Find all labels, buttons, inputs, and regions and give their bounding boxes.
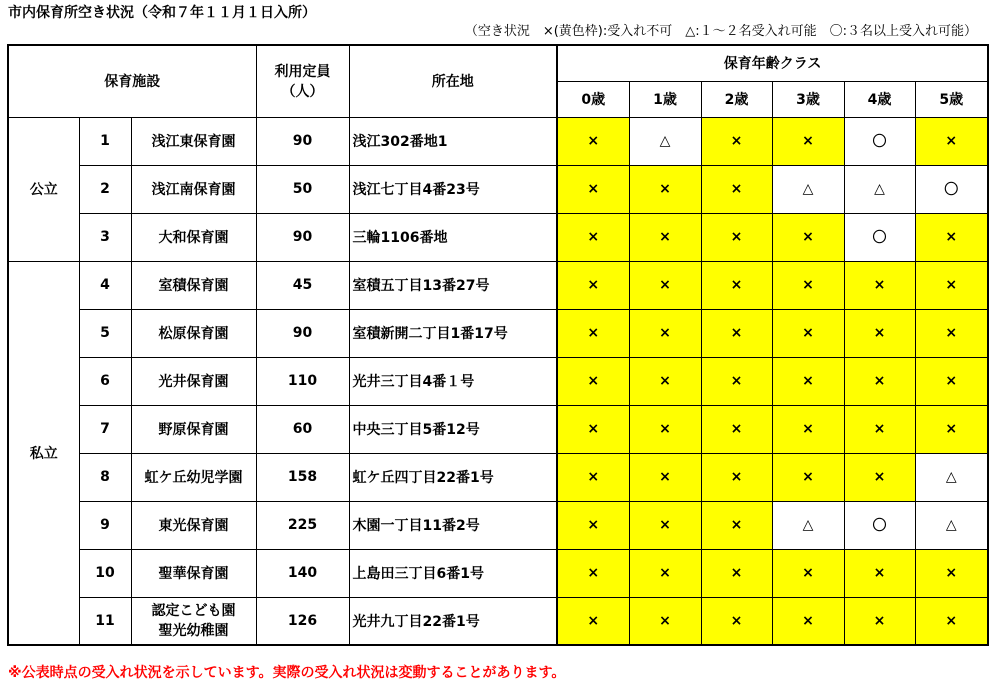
vacancy-cell-age-2: × — [701, 549, 772, 597]
vacancy-cell-age-4: × — [844, 405, 915, 453]
vacancy-cell-age-2: × — [701, 117, 772, 165]
facility-capacity: 45 — [256, 261, 349, 309]
facility-number: 4 — [79, 261, 131, 309]
header-age-1: 1歳 — [629, 81, 701, 117]
facility-number: 6 — [79, 357, 131, 405]
facility-name: 浅江南保育園 — [131, 165, 256, 213]
facility-name: 虹ケ丘幼児学園 — [131, 453, 256, 501]
vacancy-cell-age-0: × — [557, 501, 629, 549]
vacancy-cell-age-2: × — [701, 453, 772, 501]
facility-name: 東光保育園 — [131, 501, 256, 549]
facility-number: 1 — [79, 117, 131, 165]
vacancy-cell-age-4: 〇 — [844, 501, 915, 549]
facility-address: 光井九丁目22番1号 — [349, 597, 557, 645]
vacancy-cell-age-0: × — [557, 597, 629, 645]
header-age-0: 0歳 — [557, 81, 629, 117]
vacancy-cell-age-3: × — [772, 117, 844, 165]
vacancy-cell-age-1: × — [629, 261, 701, 309]
legend: （空き状況 ×(黄色枠):受入れ不可 △:１～２名受入れ可能 〇:３名以上受入れ可能） — [464, 24, 977, 39]
facility-number: 9 — [79, 501, 131, 549]
group-label-private: 私立 — [8, 261, 79, 645]
facility-name-line2: 聖光幼稚園 — [158, 622, 229, 639]
table-row — [8, 597, 988, 645]
vacancy-cell-age-3: × — [772, 357, 844, 405]
vacancy-cell-age-0: × — [557, 357, 629, 405]
header-age-5: 5歳 — [915, 81, 988, 117]
table-row — [8, 357, 988, 405]
vacancy-cell-age-3: × — [772, 405, 844, 453]
header-age-3: 3歳 — [772, 81, 844, 117]
vacancy-cell-age-0: × — [557, 405, 629, 453]
vacancy-cell-age-2: × — [701, 261, 772, 309]
vacancy-cell-age-1: × — [629, 501, 701, 549]
vacancy-cell-age-4: × — [844, 597, 915, 645]
vacancy-cell-age-5: × — [915, 117, 988, 165]
facility-number: 10 — [79, 549, 131, 597]
footnote: ※公表時点の受入れ状況を示しています。実際の受入れ状況は変動することがあります。 — [8, 665, 566, 681]
facility-number: 11 — [79, 597, 131, 645]
table-row — [8, 117, 988, 165]
vacancy-cell-age-5: × — [915, 549, 988, 597]
facility-address: 浅江七丁目4番23号 — [349, 165, 557, 213]
vacancy-cell-age-2: × — [701, 165, 772, 213]
facility-capacity: 225 — [256, 501, 349, 549]
vacancy-cell-age-3: × — [772, 309, 844, 357]
table-row — [8, 261, 988, 309]
vacancy-cell-age-2: × — [701, 597, 772, 645]
table-row — [8, 501, 988, 549]
vacancy-cell-age-4: × — [844, 357, 915, 405]
vacancy-table — [7, 44, 989, 646]
vacancy-cell-age-3: △ — [772, 501, 844, 549]
table-row — [8, 165, 988, 213]
facility-address: 三輪1106番地 — [349, 213, 557, 261]
vacancy-cell-age-4: × — [844, 453, 915, 501]
facility-capacity: 50 — [256, 165, 349, 213]
vacancy-cell-age-4: 〇 — [844, 213, 915, 261]
table-row — [8, 213, 988, 261]
vacancy-cell-age-5: △ — [915, 453, 988, 501]
facility-capacity: 126 — [256, 597, 349, 645]
vacancy-cell-age-3: × — [772, 597, 844, 645]
facility-number: 3 — [79, 213, 131, 261]
vacancy-cell-age-1: × — [629, 549, 701, 597]
facility-address: 木園一丁目11番2号 — [349, 501, 557, 549]
facility-capacity: 140 — [256, 549, 349, 597]
facility-address: 光井三丁目4番１号 — [349, 357, 557, 405]
facility-capacity: 110 — [256, 357, 349, 405]
vacancy-cell-age-2: × — [701, 501, 772, 549]
vacancy-cell-age-4: × — [844, 309, 915, 357]
facility-number: 7 — [79, 405, 131, 453]
facility-name — [131, 597, 256, 645]
vacancy-cell-age-3: △ — [772, 165, 844, 213]
facility-name: 光井保育園 — [131, 357, 256, 405]
facility-name-line1: 認定こども園 — [151, 602, 236, 619]
table-body — [8, 117, 988, 645]
vacancy-cell-age-5: × — [915, 261, 988, 309]
vacancy-cell-age-5: × — [915, 213, 988, 261]
facility-capacity: 90 — [256, 213, 349, 261]
facility-capacity: 90 — [256, 309, 349, 357]
table-row — [8, 549, 988, 597]
vacancy-cell-age-5: × — [915, 597, 988, 645]
vacancy-cell-age-0: × — [557, 549, 629, 597]
vacancy-cell-age-4: × — [844, 261, 915, 309]
table-row — [8, 453, 988, 501]
vacancy-cell-age-5: △ — [915, 501, 988, 549]
vacancy-cell-age-0: × — [557, 261, 629, 309]
vacancy-cell-age-0: × — [557, 309, 629, 357]
facility-address: 中央三丁目5番12号 — [349, 405, 557, 453]
vacancy-cell-age-1: × — [629, 309, 701, 357]
header-capacity — [256, 45, 349, 117]
vacancy-cell-age-1: △ — [629, 117, 701, 165]
facility-address: 室積五丁目13番27号 — [349, 261, 557, 309]
vacancy-cell-age-1: × — [629, 357, 701, 405]
facility-address: 室積新開二丁目1番17号 — [349, 309, 557, 357]
facility-capacity: 158 — [256, 453, 349, 501]
vacancy-cell-age-5: × — [915, 309, 988, 357]
vacancy-cell-age-3: × — [772, 261, 844, 309]
header-age-2: 2歳 — [701, 81, 772, 117]
vacancy-cell-age-0: × — [557, 213, 629, 261]
facility-name: 野原保育園 — [131, 405, 256, 453]
vacancy-cell-age-3: × — [772, 549, 844, 597]
header-facility: 保育施設 — [8, 45, 256, 117]
vacancy-cell-age-4: 〇 — [844, 117, 915, 165]
vacancy-cell-age-1: × — [629, 453, 701, 501]
page-title: 市内保育所空き状況（令和７年１１月１日入所） — [8, 5, 316, 21]
facility-name: 浅江東保育園 — [131, 117, 256, 165]
facility-number: 2 — [79, 165, 131, 213]
vacancy-cell-age-1: × — [629, 165, 701, 213]
header-address: 所在地 — [349, 45, 557, 117]
vacancy-cell-age-4: △ — [844, 165, 915, 213]
vacancy-cell-age-0: × — [557, 453, 629, 501]
vacancy-cell-age-2: × — [701, 213, 772, 261]
header-capacity-line2: （人） — [281, 84, 324, 101]
facility-number: 5 — [79, 309, 131, 357]
vacancy-cell-age-1: × — [629, 213, 701, 261]
facility-name: 室積保育園 — [131, 261, 256, 309]
vacancy-cell-age-3: × — [772, 213, 844, 261]
vacancy-cell-age-5: 〇 — [915, 165, 988, 213]
facility-capacity: 90 — [256, 117, 349, 165]
facility-name: 聖華保育園 — [131, 549, 256, 597]
facility-name: 大和保育園 — [131, 213, 256, 261]
vacancy-cell-age-3: × — [772, 453, 844, 501]
header-capacity-line1: 利用定員 — [274, 64, 331, 81]
header-age-4: 4歳 — [844, 81, 915, 117]
facility-address: 虹ケ丘四丁目22番1号 — [349, 453, 557, 501]
facility-capacity: 60 — [256, 405, 349, 453]
vacancy-cell-age-2: × — [701, 357, 772, 405]
vacancy-cell-age-5: × — [915, 357, 988, 405]
facility-name: 松原保育園 — [131, 309, 256, 357]
vacancy-cell-age-4: × — [844, 549, 915, 597]
vacancy-cell-age-0: × — [557, 117, 629, 165]
table-row — [8, 309, 988, 357]
table-row — [8, 405, 988, 453]
vacancy-cell-age-1: × — [629, 405, 701, 453]
header-age-class: 保育年齢クラス — [557, 45, 988, 81]
vacancy-cell-age-2: × — [701, 405, 772, 453]
vacancy-cell-age-2: × — [701, 309, 772, 357]
vacancy-cell-age-1: × — [629, 597, 701, 645]
facility-address: 上島田三丁目6番1号 — [349, 549, 557, 597]
group-label-public: 公立 — [8, 117, 79, 261]
vacancy-cell-age-5: × — [915, 405, 988, 453]
vacancy-cell-age-0: × — [557, 165, 629, 213]
facility-address: 浅江302番地1 — [349, 117, 557, 165]
facility-number: 8 — [79, 453, 131, 501]
